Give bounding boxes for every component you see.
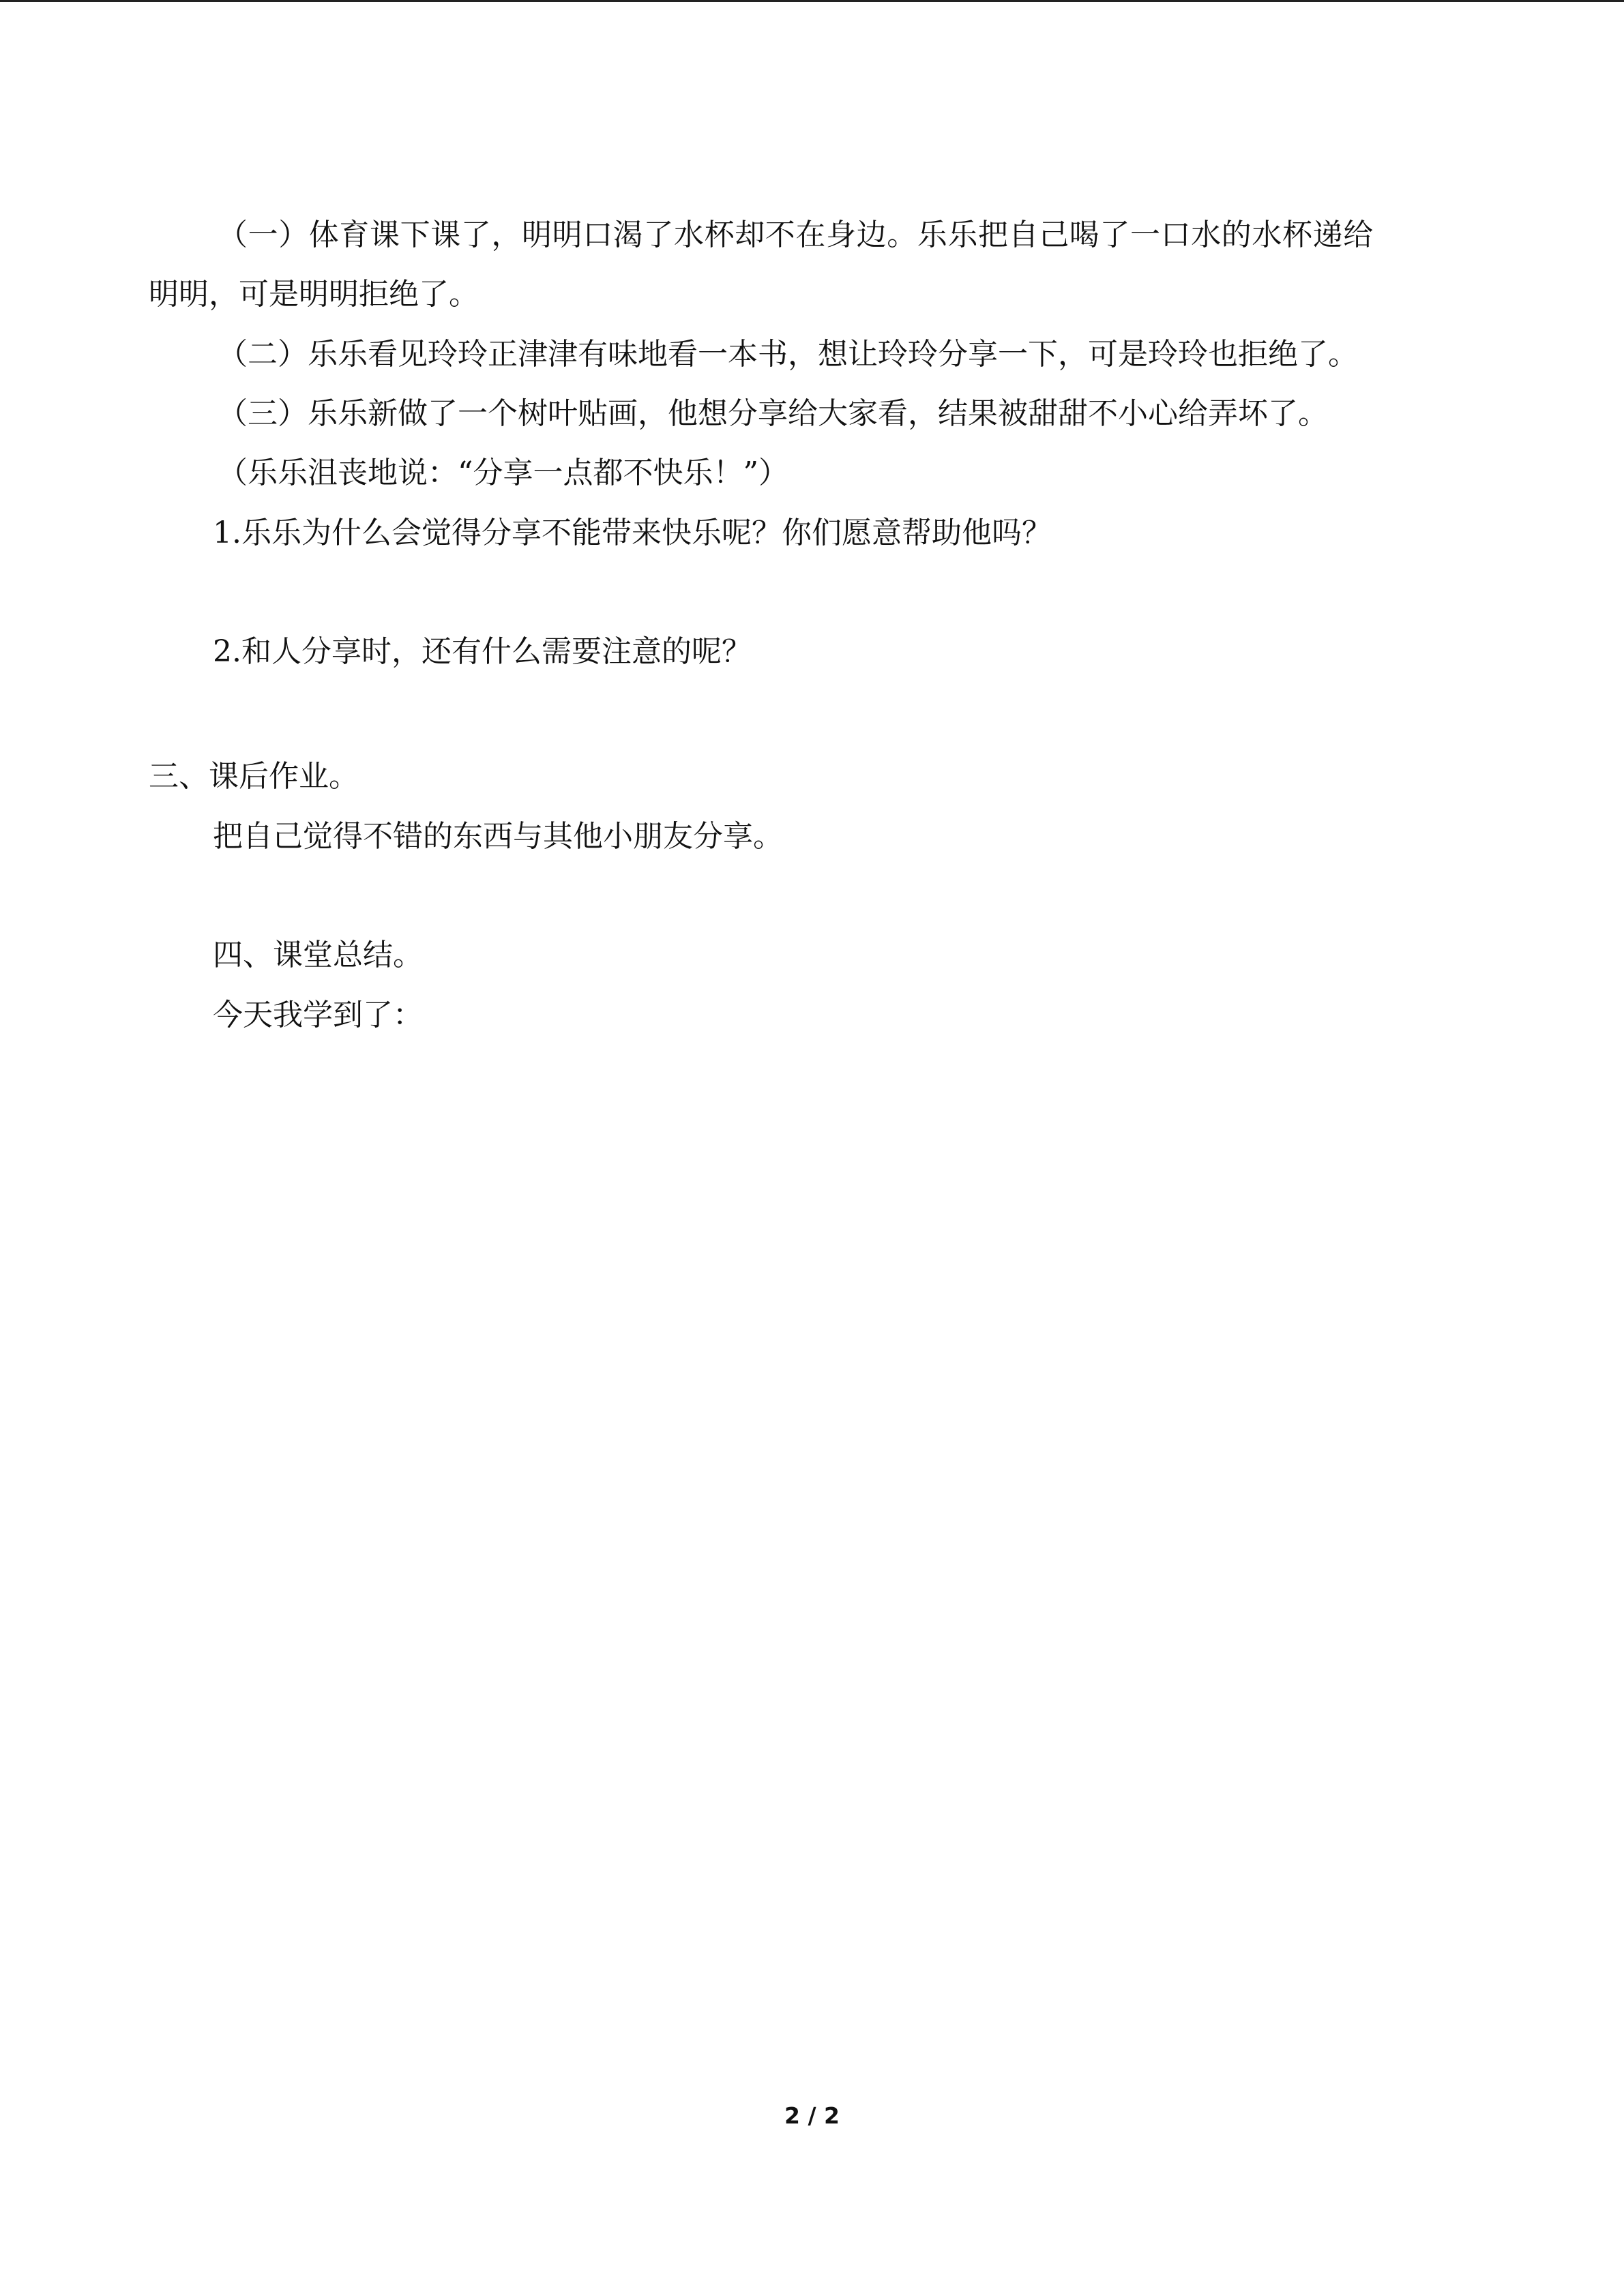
- question-2: 2.和人分享时，还有什么需要注意的呢？: [213, 634, 752, 669]
- section-homework-heading: 三、课后作业。: [149, 759, 359, 794]
- page-top-border: [0, 0, 1624, 2]
- page-number: 2 / 2: [784, 2102, 840, 2129]
- question-1: 1.乐乐为什么会觉得分享不能带来快乐呢？你们愿意帮助他吗？: [213, 516, 1052, 550]
- scenario-one-line-1: （一）体育课下课了，明明口渴了水杯却不在身边。乐乐把自己喝了一口水的水杯递给: [218, 218, 1374, 252]
- section-summary-heading: 四、课堂总结。: [213, 938, 423, 972]
- homework-text: 把自己觉得不错的东西与其他小朋友分享。: [213, 819, 783, 854]
- scenario-one-line-2: 明明，可是明明拒绝了。: [149, 277, 479, 312]
- scenario-two: （二）乐乐看见玲玲正津津有味地看一本书，想让玲玲分享一下，可是玲玲也拒绝了。: [218, 337, 1358, 372]
- lele-quote: （乐乐沮丧地说：“分享一点都不快乐！”）: [218, 456, 788, 490]
- scenario-three: （三）乐乐新做了一个树叶贴画，他想分享给大家看，结果被甜甜不小心给弄坏了。: [218, 396, 1328, 431]
- summary-prompt: 今天我学到了：: [213, 998, 423, 1032]
